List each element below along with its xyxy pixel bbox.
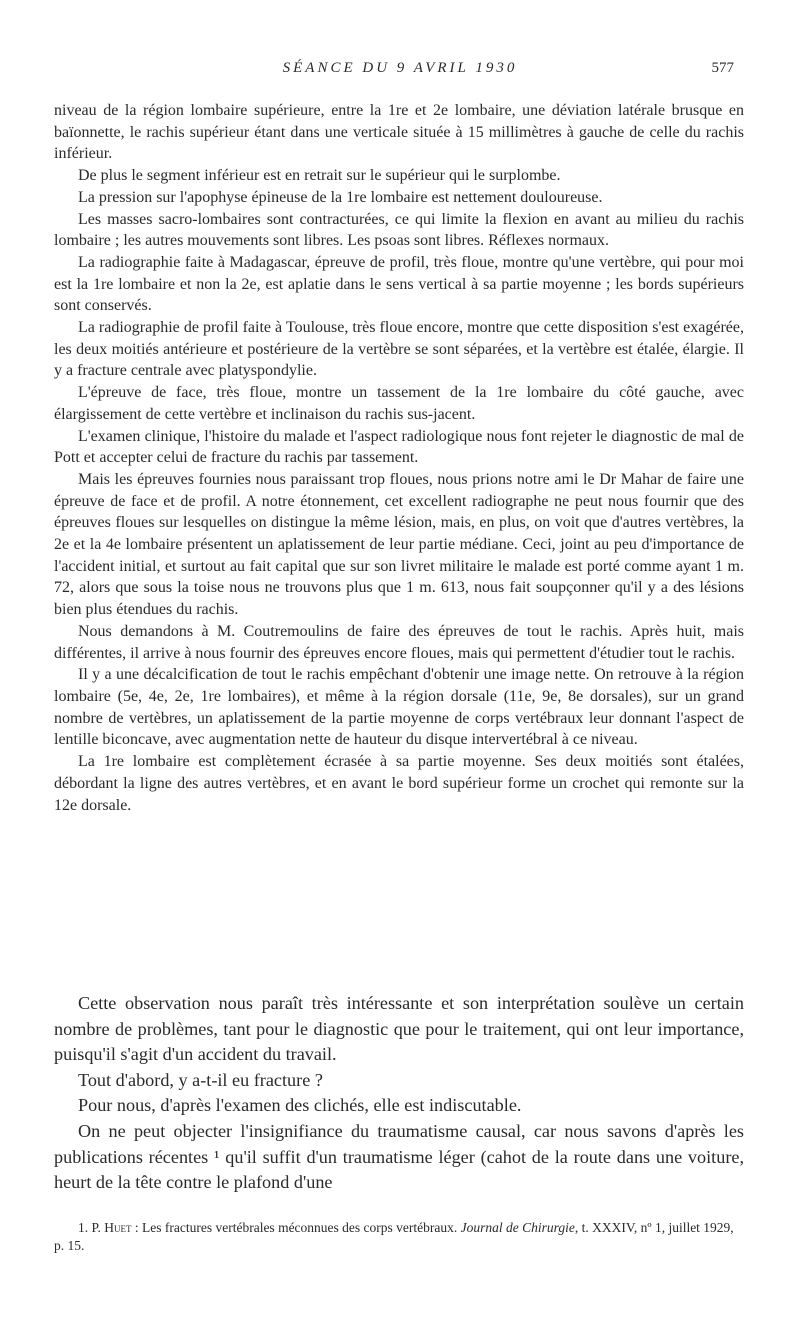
paragraph: niveau de la région lombaire supérieure, entre la 1re et 2e lombaire, une déviation latérale brusque en baïonnette, le rachis supérieur étant dans une verticale située à 15 millimètres à gauche de celle du rachis inférieur. bbox=[54, 102, 744, 163]
running-head: SÉANCE DU 9 AVRIL 1930 bbox=[282, 60, 518, 76]
page-number: 577 bbox=[711, 60, 734, 76]
footnote-journal: Journal de Chirurgie bbox=[460, 1220, 575, 1235]
body-text-large bbox=[54, 991, 744, 1196]
paragraph: Les masses sacro-lombaires sont contracturées, ce qui limite la flexion en avant au milieu du rachis lombaire ; les autres mouvements sont libres. Les psoas sont libres. Réflexes normaux. bbox=[54, 210, 744, 250]
paragraph: La radiographie faite à Madagascar, épreuve de profil, très floue, montre qu'une vertèbre, qui pour moi est la 1re lombaire et non la 2e, est aplatie dans le sens vertical à sa partie moyenne ; les bords supérieurs sont conservés. bbox=[54, 253, 744, 315]
footnote-number: 1. bbox=[78, 1220, 89, 1235]
paragraph: Pour nous, d'après l'examen des clichés, elle est indiscutable. bbox=[78, 1095, 522, 1116]
paragraph: Il y a une décalcification de tout le rachis empêchant d'obtenir une image nette. On retrouve à la région lombaire (5e, 4e, 2e, 1re lombaires), et même à la région dorsale (11e, 9e, 8e dorsales), sur un grand nombre de vertèbres, un aplatissement de la partie moyenne de corps vertébraux leur donnant l'aspect de lentille biconcave, avec augmentation nette de hauteur du disque intervertébral à ce niveau. bbox=[54, 666, 744, 749]
footnote-author: P. Huet bbox=[91, 1220, 132, 1235]
paragraph: Nous demandons à M. Coutremoulins de faire des épreuves de tout le rachis. Après huit, mais différentes, il arrive à nous fournir des épreuves encore floues, mais qui permettent d'étudier tout le rachis. bbox=[54, 622, 744, 662]
paragraph: La 1re lombaire est complètement écrasée à sa partie moyenne. Ses deux moitiés sont étalées, débordant la ligne des autres vertèbres, et en avant le bord supérieur forme un crochet qui remonte sur la 12e dorsale. bbox=[54, 753, 744, 814]
paragraph: Tout d'abord, y a-t-il eu fracture ? bbox=[78, 1069, 323, 1090]
paragraph: On ne peut objecter l'insignifiance du traumatisme causal, car nous savons d'après les publications récentes ¹ qu'il suffit d'un traumatisme léger (cahot de la route dans une voiture, heurt de la tête contre le plafond d'une bbox=[54, 1120, 744, 1193]
footnote-details: , t. XXXIV, nº 1, juillet 1929, p. 15. bbox=[54, 1220, 734, 1253]
footnote bbox=[54, 1219, 744, 1255]
paragraph: L'examen clinique, l'histoire du malade et l'aspect radiologique nous font rejeter le diagnostic de mal de Pott et accepter celui de fracture du rachis par tassement. bbox=[54, 427, 744, 467]
footnote-text bbox=[54, 1219, 744, 1255]
body-text-small bbox=[54, 100, 744, 816]
paragraph: L'épreuve de face, très floue, montre un tassement de la 1re lombaire du côté gauche, avec élargissement de cette vertèbre et inclinaison du rachis sus-jacent. bbox=[54, 384, 744, 423]
paragraph: La pression sur l'apophyse épineuse de la 1re lombaire est nettement douloureuse. bbox=[78, 188, 603, 206]
page-header bbox=[0, 58, 800, 84]
paragraph: De plus le segment inférieur est en retrait sur le supérieur qui le surplombe. bbox=[78, 167, 561, 185]
paragraph: Mais les épreuves fournies nous paraissant trop floues, nous prions notre ami le Dr Mahar de faire une épreuve de face et de profil. A notre étonnement, cet excellent radiographe ne peut nous fournir que des épreuves floues sur lesquelles on distingue la même lésion, mais, en plus, on voit que d'autres vertèbres, la 2e et la 4e lombaire présentent un aplatissement de leur partie médiane. Ceci, joint au peu d'importance de l'accident initial, et surtout au fait capital que sur son livret militaire le malade est porté comme ayant 1 m. 72, alors que sous la toise nous ne trouvons plus que 1 m. 613, nous fait soupçonner qu'il y a des lésions bien plus étendues du rachis. bbox=[54, 470, 744, 619]
paragraph: La radiographie de profil faite à Toulouse, très floue encore, montre que cette disposition s'est exagérée, les deux moitiés antérieure et postérieure de la vertèbre se sont séparées, et la vertèbre est étalée, élargie. Il y a fracture centrale avec platyspondylie. bbox=[54, 319, 744, 380]
paragraph: Cette observation nous paraît très intéressante et son interprétation soulève un certain nombre de problèmes, tant pour le diagnostic que pour le traitement, qui ont leur importance, puisqu'il s'agit d'un accident du travail. bbox=[54, 993, 744, 1065]
footnote-title: : Les fractures vertébrales méconnues des corps vertébraux. bbox=[134, 1220, 458, 1235]
